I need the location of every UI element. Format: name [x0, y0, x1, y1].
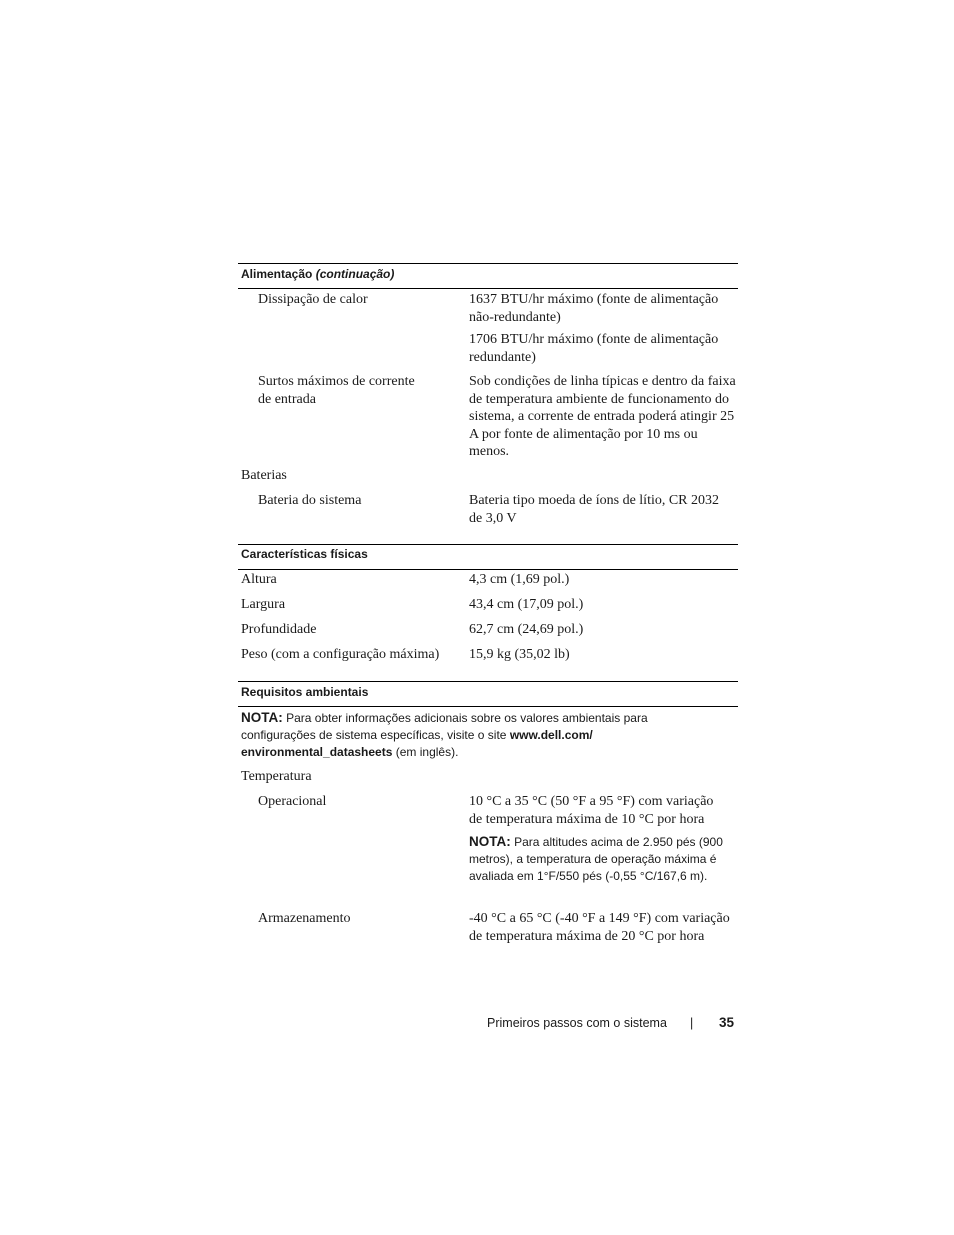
system-battery-label: Bateria do sistema [258, 493, 362, 508]
env-note-suffix: (em inglês). [395, 745, 459, 759]
temperature-heading: Temperatura [241, 769, 312, 784]
page-number: 35 [719, 1015, 735, 1030]
width-label: Largura [241, 597, 286, 612]
operational-note-text: Para altitudes acima de 2.950 pés (900 metros), a temperatura de operação máxima é avaliada em 1°F/550 pés (-0,55 °C/167,6 m). [469, 835, 723, 883]
operational-note-key: NOTA: [469, 834, 511, 849]
storage-label: Armazenamento [258, 911, 351, 926]
depth-value: 62,7 cm (24,69 pol.) [469, 622, 584, 637]
physical-section-header: Características físicas [241, 547, 368, 561]
inrush-current-value: Sob condições de linha típicas e dentro da faixa de temperatura ambiente de funcionamento do sistema, a corrente de entrada poderá atingir 25 A por fonte de alimentação por 10 ms ou menos. [469, 374, 736, 459]
env-note-key: NOTA: [241, 710, 283, 725]
footer-title: Primeiros passos com o sistema [487, 1016, 667, 1030]
env-header-rule [238, 706, 738, 707]
power-section-header: Alimentação (continuação) [241, 267, 395, 281]
height-value: 4,3 cm (1,69 pol.) [469, 572, 570, 587]
inrush-current-label: Surtos máximos de corrente de entrada [258, 374, 415, 407]
power-header-rule [238, 288, 738, 289]
footer-separator: | [690, 1016, 694, 1030]
weight-label: Peso (com a configuração máxima) [241, 647, 440, 662]
heat-dissipation-label: Dissipação de calor [258, 292, 368, 307]
operational-value: 10 °C a 35 °C (50 °F a 95 °F) com variação de temperatura máxima de 10 °C por hora [469, 794, 714, 827]
operational-label: Operacional [258, 794, 327, 809]
height-label: Altura [241, 572, 277, 587]
batteries-heading: Baterias [241, 468, 287, 483]
weight-value: 15,9 kg (35,02 lb) [469, 647, 570, 662]
heat-dissipation-value-2: 1706 BTU/hr máximo (fonte de alimentação redundante) [469, 332, 719, 365]
storage-value: -40 °C a 65 °C (-40 °F a 149 °F) com variação de temperatura máxima de 20 °C por hora [469, 911, 730, 944]
depth-label: Profundidade [241, 622, 317, 637]
width-value: 43,4 cm (17,09 pol.) [469, 597, 584, 612]
env-note-link[interactable]: www.dell.com/ environmental_datasheets [241, 728, 593, 759]
power-top-rule [238, 263, 738, 264]
heat-dissipation-value-1: 1637 BTU/hr máximo (fonte de alimentação não-redundante) [469, 292, 719, 325]
env-section-header: Requisitos ambientais [241, 685, 369, 699]
physical-header-rule [238, 569, 738, 570]
env-note [241, 709, 651, 761]
operational-note [469, 833, 724, 885]
physical-top-rule [238, 544, 738, 545]
system-battery-value: Bateria tipo moeda de íons de lítio, CR 2032 de 3,0 V [469, 493, 720, 526]
env-note-text: Para obter informações adicionais sobre os valores ambientais para configurações de sistema específicas, visite o site [241, 711, 648, 742]
env-top-rule [238, 681, 738, 682]
